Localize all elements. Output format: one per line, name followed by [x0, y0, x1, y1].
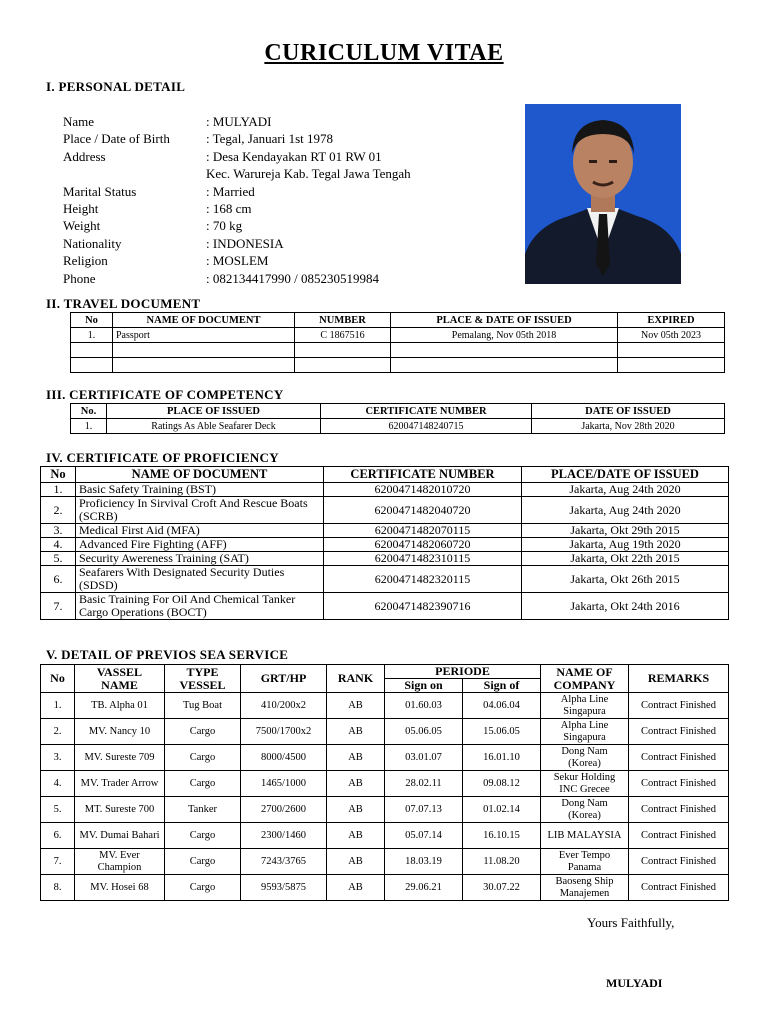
table-row — [41, 719, 729, 745]
header-grt-hp: GRT/HP — [241, 665, 327, 693]
personal-value: Kec. Warureja Kab. Tegal Jawa Tengah — [206, 166, 411, 182]
table-header-cell: PLACE OF ISSUED — [107, 404, 321, 419]
personal-value: : Tegal, Januari 1st 1978 — [206, 131, 334, 147]
table-header-cell: CERTIFICATE NUMBER — [321, 404, 532, 419]
table-cell: Basic Safety Training (BST) — [76, 483, 324, 497]
table-cell: AB — [327, 797, 385, 823]
table-cell: Pemalang, Nov 05th 2018 — [391, 328, 618, 343]
header-rank: RANK — [327, 665, 385, 693]
table-cell: Ever Tempo Panama — [541, 849, 629, 875]
table-header-cell: NAME OF DOCUMENT — [113, 313, 295, 328]
person-portrait-icon — [525, 104, 681, 284]
personal-row — [63, 130, 411, 147]
travel-document-table — [70, 312, 725, 373]
header-company: NAME OF COMPANY — [541, 665, 629, 693]
header-no: No — [41, 665, 75, 693]
table-cell: Basic Training For Oil And Chemical Tanker Cargo Operations (BOCT) — [76, 593, 324, 620]
table-cell — [295, 358, 391, 373]
table-row — [41, 797, 729, 823]
header-vessel-name: VASSEL NAME — [75, 665, 165, 693]
header-sign-of: Sign of — [463, 679, 541, 693]
competency-table — [70, 403, 725, 434]
closing-text: Yours Faithfully, — [587, 915, 675, 930]
table-cell: 7. — [41, 849, 75, 875]
table-row — [41, 823, 729, 849]
sea-service-table — [40, 664, 729, 901]
personal-row — [63, 183, 411, 200]
table-header-cell: No — [41, 467, 76, 483]
table-cell: 9593/5875 — [241, 875, 327, 901]
table-cell: 1. — [41, 483, 76, 497]
table-cell: 620047148240715 — [321, 419, 532, 434]
table-cell: Dong Nam (Korea) — [541, 797, 629, 823]
header-remarks: REMARKS — [629, 665, 729, 693]
table-cell: 1. — [71, 419, 107, 434]
section-proficiency-heading: IV. CERTIFICATE OF PROFICIENCY — [46, 450, 279, 465]
table-cell — [618, 343, 725, 358]
table-cell: Contract Finished — [629, 745, 729, 771]
signature-name: MULYADI — [606, 976, 663, 990]
table-cell: Contract Finished — [629, 693, 729, 719]
table-row — [71, 358, 725, 373]
table-header-cell: PLACE & DATE OF ISSUED — [391, 313, 618, 328]
table-cell: Jakarta, Okt 29th 2015 — [522, 524, 729, 538]
table-cell: Advanced Fire Fighting (AFF) — [76, 538, 324, 552]
table-row — [41, 538, 729, 552]
table-cell: 3. — [41, 524, 76, 538]
table-cell: Jakarta, Aug 19th 2020 — [522, 538, 729, 552]
table-cell: Tug Boat — [165, 693, 241, 719]
table-cell — [391, 358, 618, 373]
table-header-cell: EXPIRED — [618, 313, 725, 328]
table-cell: Contract Finished — [629, 875, 729, 901]
table-row — [71, 343, 725, 358]
personal-label: Nationality — [63, 235, 122, 251]
table-cell: Medical First Aid (MFA) — [76, 524, 324, 538]
table-cell: 2. — [41, 719, 75, 745]
table-cell: 28.02.11 — [385, 771, 463, 797]
table-cell: TB. Alpha 01 — [75, 693, 165, 719]
table-cell: 2700/2600 — [241, 797, 327, 823]
table-cell: AB — [327, 745, 385, 771]
table-cell: Contract Finished — [629, 797, 729, 823]
table-cell: 15.06.05 — [463, 719, 541, 745]
table-cell — [391, 343, 618, 358]
page-title: CURICULUM VITAE — [264, 40, 504, 66]
table-cell: 2. — [41, 497, 76, 524]
table-cell: 1465/1000 — [241, 771, 327, 797]
table-cell: Nov 05th 2023 — [618, 328, 725, 343]
table-cell: 6200471482310115 — [324, 552, 522, 566]
section-personal-heading: I. PERSONAL DETAIL — [46, 79, 186, 94]
table-row — [41, 849, 729, 875]
table-cell: 6200471482060720 — [324, 538, 522, 552]
table-cell: Cargo — [165, 823, 241, 849]
table-cell: 2300/1460 — [241, 823, 327, 849]
header-type-vessel: TYPE VESSEL — [165, 665, 241, 693]
table-cell: 3. — [41, 745, 75, 771]
personal-value: : 70 kg — [206, 218, 243, 234]
table-header-cell: CERTIFICATE NUMBER — [324, 467, 522, 483]
table-cell: Jakarta, Aug 24th 2020 — [522, 483, 729, 497]
table-cell: Proficiency In Sirvival Croft And Rescue Boats (SCRB) — [76, 497, 324, 524]
personal-label: Height — [63, 201, 99, 217]
table-cell — [71, 358, 113, 373]
table-cell: 1. — [71, 328, 113, 343]
table-cell: 05.07.14 — [385, 823, 463, 849]
table-cell: AB — [327, 771, 385, 797]
table-cell: 6. — [41, 823, 75, 849]
table-row — [41, 483, 729, 497]
table-cell: Jakarta, Okt 26th 2015 — [522, 566, 729, 593]
header-sign-on: Sign on — [385, 679, 463, 693]
personal-label: Phone — [63, 270, 96, 286]
section-competency-heading: III. CERTIFICATE OF COMPETENCY — [46, 387, 284, 402]
table-cell: Cargo — [165, 719, 241, 745]
table-cell: MV. Trader Arrow — [75, 771, 165, 797]
personal-label: Name — [63, 114, 95, 129]
table-row — [41, 497, 729, 524]
table-cell: Sekur Holding INC Grecee — [541, 771, 629, 797]
table-cell: Baoseng Ship Manajemen — [541, 875, 629, 901]
personal-label: Address — [63, 148, 106, 164]
table-cell: MV. Sureste 709 — [75, 745, 165, 771]
personal-value: : 082134417990 / 085230519984 — [206, 270, 379, 286]
personal-row — [63, 200, 411, 217]
personal-label: Weight — [63, 218, 101, 234]
table-cell: MV. Ever Champion — [75, 849, 165, 875]
table-cell: 5. — [41, 552, 76, 566]
personal-row — [63, 252, 411, 269]
table-cell: 6200471482070115 — [324, 524, 522, 538]
table-cell: 7500/1700x2 — [241, 719, 327, 745]
table-cell: 09.08.12 — [463, 771, 541, 797]
table-cell: 16.01.10 — [463, 745, 541, 771]
table-cell: Jakarta, Okt 24th 2016 — [522, 593, 729, 620]
personal-label — [63, 165, 206, 182]
personal-value: : MOSLEM — [206, 253, 269, 269]
table-cell: 6200471482320115 — [324, 566, 522, 593]
table-cell: 7. — [41, 593, 76, 620]
table-header-cell: No — [71, 313, 113, 328]
table-cell: 5. — [41, 797, 75, 823]
table-cell: AB — [327, 693, 385, 719]
header-periode: PERIODE — [385, 665, 541, 679]
table-cell: AB — [327, 823, 385, 849]
personal-row — [63, 235, 411, 252]
table-cell: MV. Dumai Bahari — [75, 823, 165, 849]
table-header-cell: DATE OF ISSUED — [532, 404, 725, 419]
table-cell: 4. — [41, 771, 75, 797]
table-cell — [295, 343, 391, 358]
table-cell — [113, 343, 295, 358]
personal-detail-list — [63, 113, 411, 287]
personal-label: Marital Status — [63, 183, 137, 199]
table-cell: 18.03.19 — [385, 849, 463, 875]
table-row — [71, 419, 725, 434]
table-cell: Jakarta, Aug 24th 2020 — [522, 497, 729, 524]
table-cell: 05.06.05 — [385, 719, 463, 745]
table-cell: 4. — [41, 538, 76, 552]
personal-label: Place / Date of Birth — [63, 131, 170, 147]
table-row — [41, 566, 729, 593]
table-cell — [113, 358, 295, 373]
table-cell: AB — [327, 849, 385, 875]
table-cell: Jakarta, Nov 28th 2020 — [532, 419, 725, 434]
personal-row — [63, 217, 411, 234]
table-row — [41, 693, 729, 719]
table-cell: Passport — [113, 328, 295, 343]
table-cell: 8000/4500 — [241, 745, 327, 771]
table-cell: 03.01.07 — [385, 745, 463, 771]
table-row — [41, 771, 729, 797]
table-row — [41, 524, 729, 538]
table-cell: Contract Finished — [629, 823, 729, 849]
proficiency-table — [40, 466, 729, 620]
table-cell — [71, 343, 113, 358]
personal-row — [63, 270, 411, 287]
table-row — [41, 745, 729, 771]
table-row — [41, 552, 729, 566]
personal-value: : MULYADI — [206, 114, 272, 129]
personal-row — [63, 113, 411, 130]
personal-value: : Married — [206, 183, 255, 199]
table-cell: Alpha Line Singapura — [541, 693, 629, 719]
table-cell: Dong Nam (Korea) — [541, 745, 629, 771]
personal-value: : INDONESIA — [206, 235, 284, 251]
table-cell: MV. Hosei 68 — [75, 875, 165, 901]
personal-value: : 168 cm — [206, 201, 252, 217]
table-cell: 04.06.04 — [463, 693, 541, 719]
table-cell: 1. — [41, 693, 75, 719]
table-cell: MT. Sureste 700 — [75, 797, 165, 823]
personal-row — [63, 165, 411, 182]
table-cell: 6. — [41, 566, 76, 593]
section-travel-heading: II. TRAVEL DOCUMENT — [46, 296, 201, 311]
table-cell: 29.06.21 — [385, 875, 463, 901]
table-cell: 30.07.22 — [463, 875, 541, 901]
table-cell: Cargo — [165, 771, 241, 797]
table-cell: 07.07.13 — [385, 797, 463, 823]
table-cell: 6200471482390716 — [324, 593, 522, 620]
table-cell: Cargo — [165, 745, 241, 771]
table-cell: 6200471482010720 — [324, 483, 522, 497]
table-row — [41, 593, 729, 620]
table-cell: Cargo — [165, 849, 241, 875]
table-header-cell: No. — [71, 404, 107, 419]
table-cell: 01.02.14 — [463, 797, 541, 823]
table-cell: Jakarta, Okt 22th 2015 — [522, 552, 729, 566]
table-cell: 11.08.20 — [463, 849, 541, 875]
section-sea-service-heading: V. DETAIL OF PREVIOS SEA SERVICE — [46, 647, 289, 662]
personal-value: : Desa Kendayakan RT 01 RW 01 — [206, 148, 382, 164]
table-cell: AB — [327, 719, 385, 745]
table-cell: MV. Nancy 10 — [75, 719, 165, 745]
personal-label: Religion — [63, 253, 108, 269]
table-header-cell: NAME OF DOCUMENT — [76, 467, 324, 483]
table-cell: Security Awereness Training (SAT) — [76, 552, 324, 566]
personal-row — [63, 148, 411, 165]
table-cell: Contract Finished — [629, 849, 729, 875]
table-cell: 16.10.15 — [463, 823, 541, 849]
table-cell: LIB MALAYSIA — [541, 823, 629, 849]
table-cell: AB — [327, 875, 385, 901]
table-cell: Contract Finished — [629, 771, 729, 797]
table-cell: 6200471482040720 — [324, 497, 522, 524]
table-cell: 8. — [41, 875, 75, 901]
table-row — [71, 328, 725, 343]
table-cell: Seafarers With Designated Security Duties (SDSD) — [76, 566, 324, 593]
table-cell: 7243/3765 — [241, 849, 327, 875]
table-cell: Tanker — [165, 797, 241, 823]
table-header-cell: NUMBER — [295, 313, 391, 328]
table-row — [41, 875, 729, 901]
table-cell: Alpha Line Singapura — [541, 719, 629, 745]
table-cell: 01.60.03 — [385, 693, 463, 719]
table-cell: Cargo — [165, 875, 241, 901]
table-header-cell: PLACE/DATE OF ISSUED — [522, 467, 729, 483]
table-cell: 410/200x2 — [241, 693, 327, 719]
table-cell: Ratings As Able Seafarer Deck — [107, 419, 321, 434]
table-cell: Contract Finished — [629, 719, 729, 745]
profile-photo — [525, 104, 681, 284]
table-cell — [618, 358, 725, 373]
table-cell: C 1867516 — [295, 328, 391, 343]
